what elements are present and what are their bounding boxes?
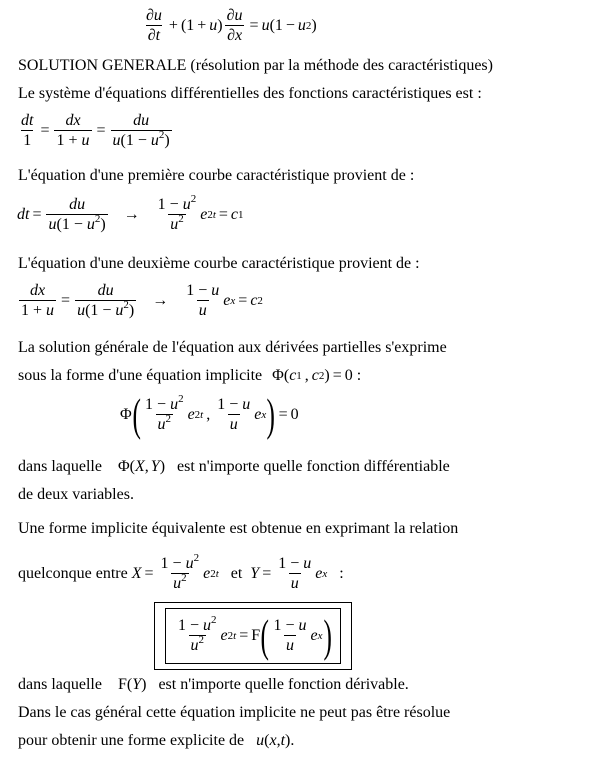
text-derivable: est n'importe quelle fonction dérivable.	[158, 676, 409, 693]
text-colon: :	[339, 565, 344, 582]
text-deux-variables: de deux variables.	[18, 486, 134, 503]
text-dans-laquelle-f	[18, 675, 409, 695]
heading-solution-generale: SOLUTION GENERALE (résolution par la méthode des caractéristiques)	[18, 57, 493, 74]
text-premiere-courbe: L'équation d'une première courbe caractéristique provient de :	[18, 167, 415, 184]
text-solution-generale: La solution générale de l'équation aux dérivées partielles s'exprime	[18, 339, 447, 356]
text-forme-explicite: pour obtenir une forme explicite de	[18, 732, 245, 749]
implicit-phi-inline: Φ( c 1 , c 2 ) = 0 :	[272, 367, 362, 385]
first-characteristic-equation: dt = $\frac{du}{u(1 - u^2)}$ → $1 - u^2$ $u^2$ e 2t = c 1	[17, 193, 244, 233]
text-forme-implicite: sous la forme d'une équation implicite	[18, 367, 263, 384]
text-quelconque-entre: quelconque entre	[18, 565, 128, 582]
characteristic-system-equation: $\frac{dt}{1}$ = $\frac{dx}{1 + u}$ = $\frac{du}{u(1 - u^2)}$	[21, 112, 170, 149]
text-dans-laquelle-1: dans laquelle	[18, 458, 102, 475]
text-systeme: Le système d'équations différentielles des fonctions caractéristiques est :	[18, 85, 482, 102]
text-quelconque-entre-line: quelconque entre X = $\frac{1 - u^2}{u^2}$ e 2t et Y = $\frac{1 - u}{u}$ e x :	[18, 552, 344, 592]
pde-equation: ∂u ∂t + (1 + u ) $\frac{\partial u}{\partial x}$ = u (1 − u 2 )	[146, 7, 317, 44]
phi-xy-inline: Φ( X , Y )	[117, 458, 166, 476]
text-dans-laquelle-phi	[18, 457, 450, 477]
boxed-final-equation: $1 - u^2$ $u^2$ e 2t = F ( 1 − u u e x )	[154, 602, 352, 670]
text-forme-explicite-line	[18, 731, 294, 751]
text-cas-general: Dans le cas général cette équation implicite ne peut pas être résolue	[18, 704, 451, 721]
f-y-inline: F( Y )	[117, 676, 147, 694]
text-forme-equivalente: Une forme implicite équivalente est obtenue en exprimant la relation	[18, 520, 459, 537]
phi-implicit-equation: Φ ( $1 - u^2$ $u^2$ e 2t , 1 − u u e x ) = 0	[120, 389, 299, 440]
text-forme-implicite-line	[18, 366, 361, 386]
text-differentiable: est n'importe quelle fonction différentiable	[177, 458, 450, 475]
u-xt-inline: u ( x , t ).	[256, 732, 295, 750]
second-characteristic-equation: $\frac{dx}{1 + u}$ = $\frac{du}{u(1 - u^2)}$ → 1 − u u e x = c 2	[21, 282, 263, 319]
text-dans-laquelle-2: dans laquelle	[18, 676, 102, 693]
text-et: et	[230, 565, 243, 582]
text-deuxieme-courbe: L'équation d'une deuxième courbe caractéristique provient de :	[18, 255, 420, 272]
